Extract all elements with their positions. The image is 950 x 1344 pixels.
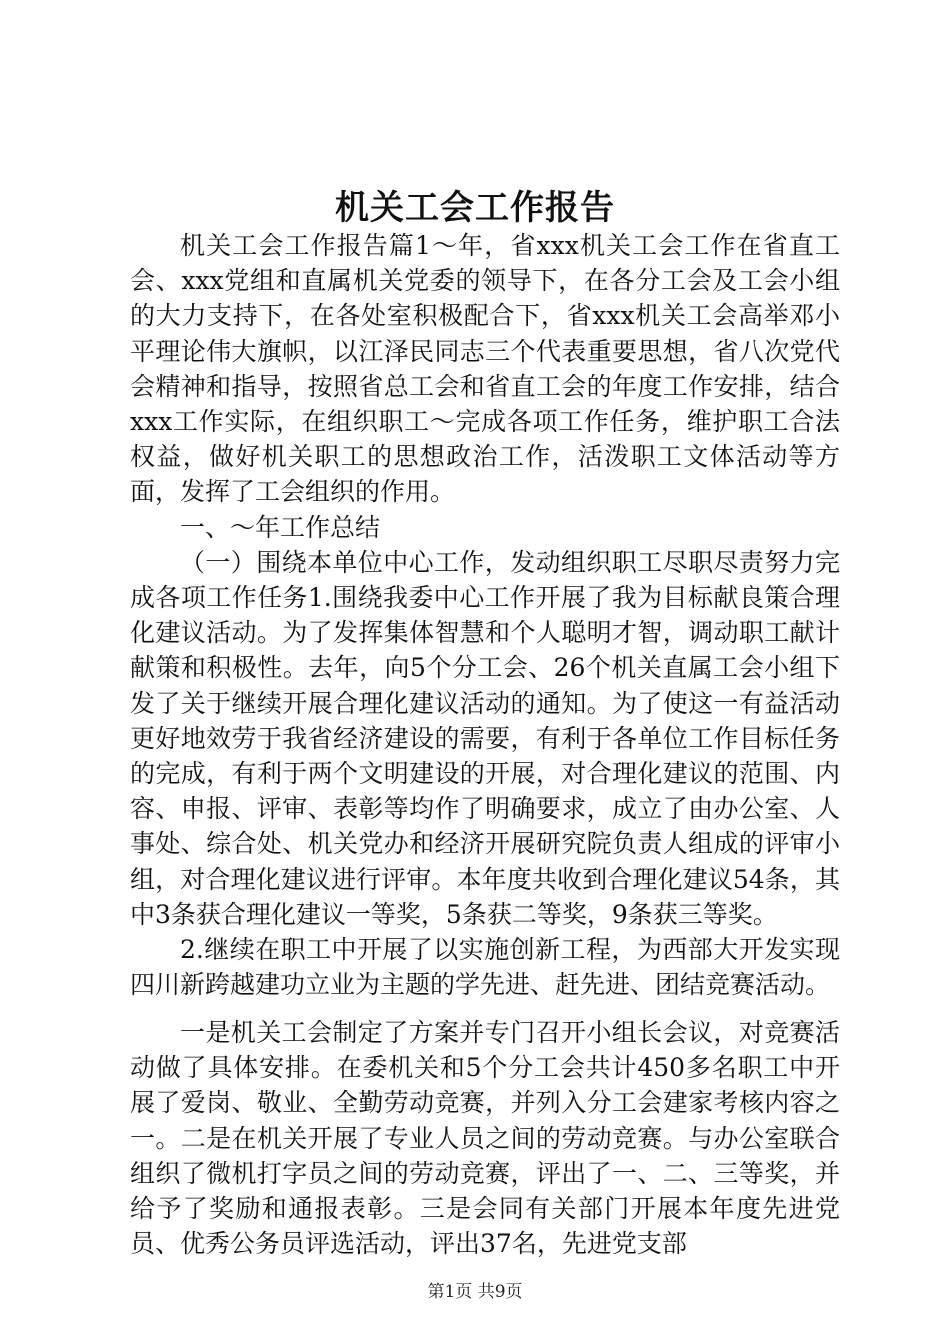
document-body-continued: [130, 1015, 840, 1261]
section-heading: 一、～年工作总结: [180, 512, 381, 542]
paragraph-item-1: （一）围绕本单位中心工作，发动组织职工尽职尽责努力完成各项工作任务1.围绕我委中心工作开展了我为目标献良策合理化建议活动。为了发挥集体智慧和个人聪明才智，调动职工献计献策和积极性。去年，向5个分工会、26个机关直属工会小组下发了关于继续开展合理化建议活动的通知。为了使这一有益活动更好地效劳于我省经济建设的需要，有利于各单位工作目标任务的完成，有利于两个文明建设的开展，对合理化建议的范围、内容、申报、评审、表彰等均作了明确要求，成立了由办公室、人事处、综合处、机关党办和经济开展研究院负责人组成的评审小组，对合理化建议进行评审。本年度共收到合理化建议54条，其中3条获合理化建议一等奖，5条获二等奖，9条获三等奖。: [130, 547, 840, 929]
paragraph-intro: 机关工会工作报告篇1～年，省xxx机关工会工作在省直工会、xxx党组和直属机关党委的领导下，在各分工会及工会小组的大力支持下，在各处室积极配合下，省xxx机关工会高举邓小平理论伟大旗帜，以江泽民同志三个代表重要思想，省八次党代会精神和指导，按照省总工会和省直工会的年度工作安排，结合xxx工作实际，在组织职工～完成各项工作任务，维护职工合法权益，做好机关职工的思想政治工作，活泼职工文体活动等方面，发挥了工会组织的作用。: [130, 231, 840, 507]
document-title: 机关工会工作报告: [335, 188, 615, 228]
paragraph-details: 一是机关工会制定了方案并专门召开小组长会议，对竞赛活动做了具体安排。在委机关和5个分工会共计450多名职工中开展了爱岗、敬业、全勤劳动竞赛，并列入分工会建家考核内容之一。二是在机关开展了专业人员之间的劳动竞赛。与办公室联合组织了微机打字员之间的劳动竞赛，评出了一、二、三等奖，并给予了奖励和通报表彰。三是会同有关部门开展本年度先进党员、优秀公务员评选活动，评出37名，先进党支部: [130, 1018, 840, 1259]
document-body: [130, 228, 840, 1002]
page-footer: 第1页 共9页: [427, 1282, 523, 1302]
paragraph-item-2: 2.继续在职工中开展了以实施创新工程，为西部大开发实现四川新跨越建功立业为主题的学先进、赶先进、团结竞赛活动。: [130, 935, 840, 1000]
